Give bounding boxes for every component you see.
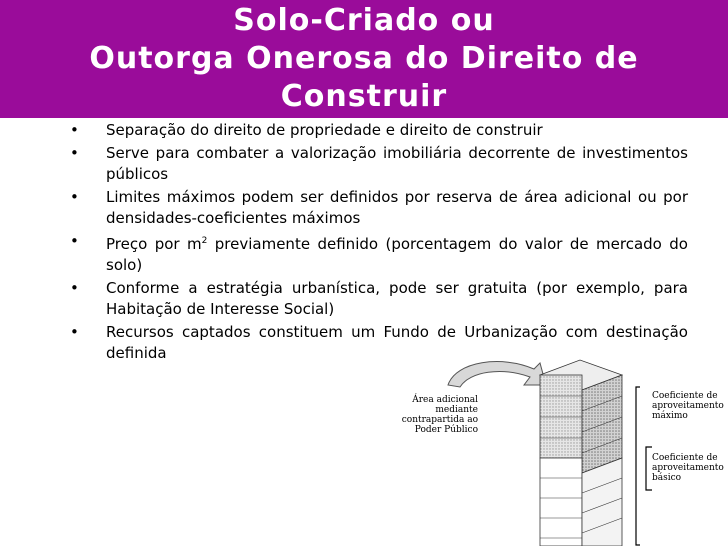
basic-coefficient-label: Coeficiente de aproveitamento básico xyxy=(652,453,724,483)
building-diagram xyxy=(390,355,728,546)
building-illustration xyxy=(390,355,728,546)
bullet-list xyxy=(64,120,688,366)
title-line-1: Solo-Criado ou xyxy=(233,3,495,38)
curved-arrow-icon xyxy=(448,362,546,387)
title-line-3: Construir xyxy=(280,79,448,114)
max-coefficient-label: Coeficiente de aproveitamento máximo xyxy=(652,391,724,421)
additional-floors xyxy=(540,360,622,473)
title-line-2: Outorga Onerosa do Direito de xyxy=(89,41,639,76)
bullet-dot-icon: • xyxy=(70,279,79,297)
bullet-dot-icon: • xyxy=(70,188,79,206)
base-floors xyxy=(540,458,622,546)
bullet-item: • Serve para combater a valorização imobiliária decorrente de investimentos públicos xyxy=(70,144,688,183)
brackets xyxy=(636,387,652,545)
bullet-item: • Separação do direito de propriedade e direito de construir xyxy=(70,121,543,139)
bullet-item: • Preço por $m^2$ previamente definido (porcentagem do valor de mercado do solo) xyxy=(70,232,688,274)
bullet-dot-icon: • xyxy=(70,323,79,341)
slide-title xyxy=(0,2,728,116)
bullet-dot-icon: • xyxy=(70,144,79,162)
bullet-dot-icon: • xyxy=(70,121,79,139)
bullet-item: • Limites máximos podem ser definidos por reserva de área adicional ou por densidades-coeficientes máximos xyxy=(70,188,688,227)
area-label: Área adicional mediante contrapartida ao Poder Público xyxy=(401,395,478,435)
bullet-dot-icon: • xyxy=(70,232,79,250)
bullet-item: • Conforme a estratégia urbanística, pode ser gratuita (por exemplo, para Habitação de Interesse Social) xyxy=(70,279,688,318)
bullet-item: • Recursos captados constituem um Fundo de Urbanização com destinação definida xyxy=(70,323,688,362)
